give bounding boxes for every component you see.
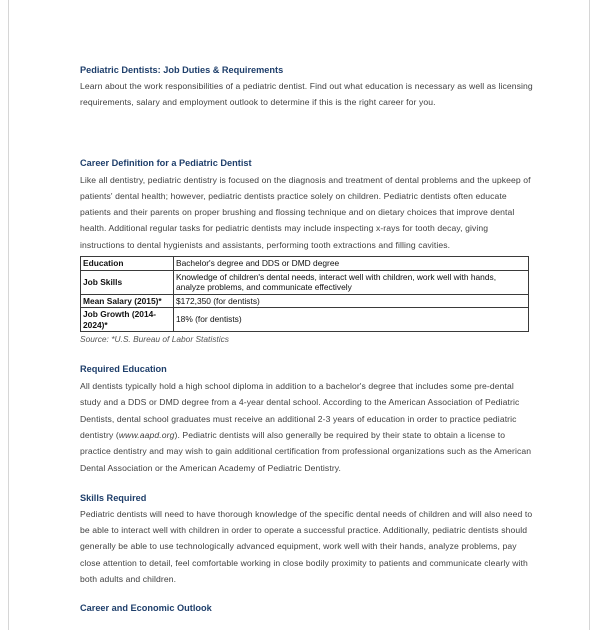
skills-required-paragraph: Pediatric dentists will need to have thorough knowledge of the specific dental needs of children and will also need to be able to interact well with children in order to operate a successful practice. Additionally, pediatric dentists should generally be able to use technologically advanced equipment, work well with their hands, analyze problems, pay close attention to detail, feel comfortable working in close bodily proximity to patients and communicate clearly with both adults and children. [80, 508, 533, 585]
required-education-heading: Required Education [80, 364, 167, 375]
table-cell-label: Mean Salary (2015)* [81, 294, 174, 308]
intro-heading: Pediatric Dentists: Job Duties & Requirements [80, 65, 284, 75]
table-row [81, 257, 529, 271]
table-source-note: Source: *U.S. Bureau of Labor Statistics [80, 334, 229, 345]
career-definition-paragraph: Like all dentistry, pediatric dentistry is focused on the diagnosis and treatment of dental problems and the upkeep of patients' dental health; however, pediatric dentists practice solely on children. Pediatric dentists often educate patients and their parents on proper brushing and flossing technique and on dietary choices that improve dental health. Additional regular tasks for pediatric dentists may include inspecting x-rays for tooth decay, giving instructions to dental hygienists and assistants, performing tooth extractions and filling cavities. [80, 174, 531, 250]
table-cell-value: Bachelor's degree and DDS or DMD degree [174, 257, 529, 271]
aapd-link[interactable]: www.aapd.org [118, 429, 175, 440]
table-row [81, 308, 529, 332]
required-education-paragraph [80, 378, 535, 476]
career-facts-table [80, 256, 529, 332]
table-cell-value: Knowledge of children's dental needs, interact well with children, work well with hands, analyze problems, and communicate effectively [174, 270, 529, 294]
table-cell-label: Job Growth (2014-2024)* [81, 308, 174, 332]
career-outlook-heading: Career and Economic Outlook [80, 603, 212, 614]
education-text-part1: All dentists typically hold a high school diploma in addition to a bachelor's degree that includes some pre-dental study and a DDS or DMD degree from a 4-year dental school. According to the American Association of Pediatric Dentists, dental school graduates must receive an additional 2-3 years of education in order to practice pediatric dentistry ( [80, 381, 520, 440]
table-row [81, 294, 529, 308]
career-definition-heading: Career Definition for a Pediatric Dentist [80, 157, 252, 168]
table-cell-label: Job Skills [81, 270, 174, 294]
skills-required-heading: Skills Required [80, 492, 147, 503]
table-cell-value: $172,350 (for dentists) [174, 294, 529, 308]
document-page [8, 0, 590, 630]
table-cell-label: Education [81, 257, 174, 271]
document-content [80, 63, 535, 615]
table-cell-value: 18% (for dentists) [174, 308, 529, 332]
intro-paragraph: Learn about the work responsibilities of a pediatric dentist. Find out what education is necessary as well as licensing requirements, salary and employment outlook to determine if this is the right career for you. [80, 81, 533, 108]
education-text-part2: ). Pediatric dentists will also generally be required by their state to obtain a license to practice dentistry and may wish to gain additional certification from professional organizations such as the American Dental Association or the American Academy of Pediatric Dentistry. [80, 429, 532, 473]
table-row [81, 270, 529, 294]
